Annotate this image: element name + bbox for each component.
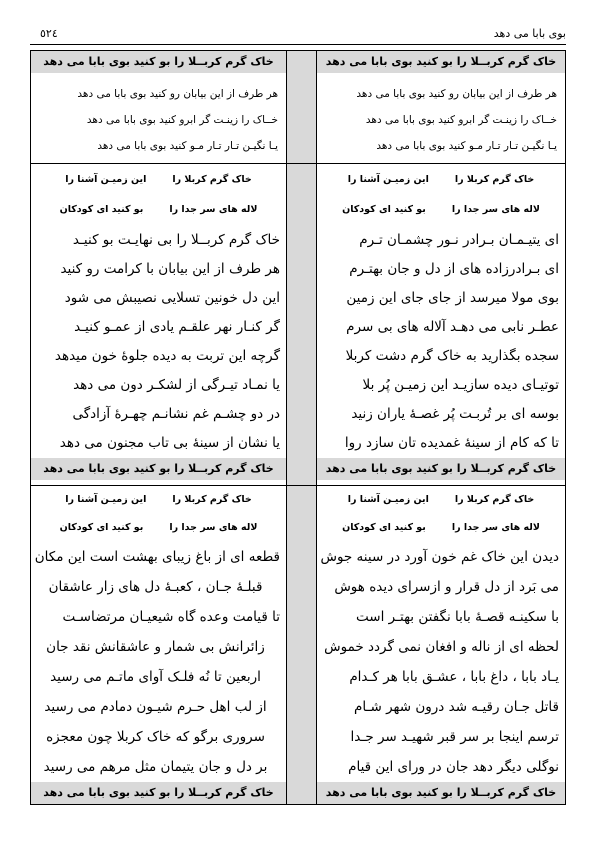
right-column xyxy=(317,51,565,804)
verse-line: این دل خونین تسلایی نصیبش می شود xyxy=(64,290,280,306)
running-title: بوی بابا می دهد xyxy=(493,27,566,40)
subheading-part: لاله های سر جدا را xyxy=(169,522,258,533)
verse-line: هر طرف از این بیابان با کرامت رو کنید xyxy=(60,261,280,277)
subheading-part: این زمیـن آشنا را xyxy=(347,494,429,505)
verse-line: دیدن این خاک غم خون آورد در سینه جوش xyxy=(320,549,559,565)
subheading xyxy=(317,517,565,539)
verse-line: سجده بگذارید به خاک گرم دشت کربلا xyxy=(345,348,559,364)
refrain-verse: یـا نگیـن تـار تـار مـو کنید بوی بابا می دهد xyxy=(97,140,278,152)
verse-line: یا نشان از سینهٔ بی تاب مجنون می دهد xyxy=(59,435,280,451)
verse-line: یـاد بابا ، داغ بابا ، عشـق بابا هر کـدام xyxy=(349,669,559,685)
subheading-part: لاله های سر جدا را xyxy=(451,522,540,533)
poem-table xyxy=(30,50,566,805)
subheading-part: بو کنید ای کودکان xyxy=(59,204,144,215)
verse-line: لحظه ای از ناله و افغان نمی گردد خموش xyxy=(324,639,559,655)
subheading-part: خاک گرم کربلا را xyxy=(454,174,535,185)
page-number: ٥٢٤ xyxy=(40,27,58,40)
subheading xyxy=(317,199,565,221)
refrain-line: خاک گرم کربــلا را بو کنید بوی بابا می دهد xyxy=(31,51,286,73)
verse-line: در دو چشـم غم نشانـم چهـرهٔ آزادگی xyxy=(72,406,280,422)
subheading-part: بو کنید ای کودکان xyxy=(342,204,426,215)
subheading-part: این زمیـن آشنا را xyxy=(65,494,147,505)
verse-line: با سکینـه قصـهٔ بابا نگفتن بهتـر است xyxy=(356,609,559,625)
subheading xyxy=(317,489,565,511)
subheading xyxy=(31,199,286,221)
subheading-part: بو کنید ای کودکان xyxy=(342,522,426,533)
verse-line: قطعه ای از باغ زیبای بهشت است این مکان xyxy=(34,549,280,565)
verse-line: ای یتیـمـان بـرادر نـور چشمـان تـرم xyxy=(359,232,559,248)
verse-line: قبلـهٔ جـان ، کعبـهٔ دل های زار عاشقان xyxy=(48,579,263,595)
verse-line: اربعین تا نُه فلـک آوای ماتـم می رسید xyxy=(50,669,261,685)
verse-line: ترسم اینجا بر سر قبر شهیـد سر جـدا xyxy=(350,729,559,745)
subheading-part: لاله های سر جدا را xyxy=(451,204,540,215)
subheading-part: این زمیـن آشنا را xyxy=(347,174,429,185)
verse-line: تا قیامت وعده گاه شیعیـان مرتضاسـت xyxy=(62,609,280,625)
verse-line: گر کنـار نهر علقـم یادی از عمـو کنیـد xyxy=(74,319,280,335)
subheading-part: خاک گرم کربلا را xyxy=(172,174,252,185)
verse-line: یا نمـاد تیـرگی از لشکـر دون می دهد xyxy=(73,377,280,393)
verse-line: بوی مولا میرسد از جای جای این زمین xyxy=(346,290,559,306)
verse-line: توتیـای دیده سازیـد این زمیـن پُر بلا xyxy=(362,377,559,393)
left-column xyxy=(31,51,286,804)
verse-line: قاتل جـان رقیـه شد درون شهر شـام xyxy=(354,699,559,715)
verse-line: عطـر نابی می دهـد آلاله های بی سرم xyxy=(346,319,559,335)
refrain-verse: خــاک را زینـت گر ابرو کنید بوی بابا می دهد xyxy=(86,114,278,126)
subheading-part: خاک گرم کربلا را xyxy=(454,494,535,505)
refrain-line: خاک گرم کربــلا را بو کنید بوی بابا می دهد xyxy=(31,782,286,804)
verse-line: بوسه ای بر تُربـت پُر غصـهٔ یاران زنید xyxy=(351,406,559,422)
refrain-verse: هر طرف از این بیابان رو کنید بوی بابا می دهد xyxy=(356,88,557,100)
subheading xyxy=(31,489,286,511)
refrain-line: خاک گرم کربــلا را بو کنید بوی بابا می دهد xyxy=(31,458,286,480)
refrain-verse: یـا نگیـن تـار تـار مـو کنید بوی بابا می دهد xyxy=(376,140,557,152)
subheading xyxy=(31,169,286,191)
running-header xyxy=(40,27,566,43)
subheading-part: خاک گرم کربلا را xyxy=(172,494,252,505)
verse-line: بر دل و جان یتیمان مثل مرهم می رسید xyxy=(43,759,268,775)
verse-line: گرچه این تربت به دیده جلوهٔ خون میدهد xyxy=(54,348,280,364)
subheading xyxy=(31,517,286,539)
refrain-verse: هر طرف از این بیابان رو کنید بوی بابا می دهد xyxy=(77,88,278,100)
verse-line: نوگلی دیگر دهد جان در ورای این قیام xyxy=(348,759,559,775)
verse-line: زائرانش بی شمار و عاشقانش نقد جان xyxy=(46,639,265,655)
subheading-part: بو کنید ای کودکان xyxy=(59,522,144,533)
verse-line: سروری برگو که خاک کربلا چون معجزه xyxy=(46,729,265,745)
subheading xyxy=(317,169,565,191)
subheading-part: لاله های سر جدا را xyxy=(169,204,258,215)
refrain-verse: خــاک را زینـت گر ابرو کنید بوی بابا می دهد xyxy=(365,114,557,126)
verse-line: ای بـرادرزاده های از دل و جان بهتـرم xyxy=(349,261,559,277)
verse-line: خاک گرم کربــلا را بی نهایـت بو کنیـد xyxy=(72,232,280,248)
refrain-line: خاک گرم کربــلا را بو کنید بوی بابا می دهد xyxy=(317,458,565,480)
refrain-line: خاک گرم کربــلا را بو کنید بوی بابا می دهد xyxy=(317,782,565,804)
subheading-part: این زمیـن آشنا را xyxy=(65,174,147,185)
verse-line: می بَرد از دل قرار و ازسرای دیده هوش xyxy=(334,579,559,595)
verse-line: تا که کام از سینهٔ غمدیده تان سازد روا xyxy=(344,435,559,451)
header-rule xyxy=(30,44,566,45)
verse-line: از لب اهل حـرم شیـون دمادم می رسید xyxy=(44,699,267,715)
refrain-line: خاک گرم کربــلا را بو کنید بوی بابا می دهد xyxy=(317,51,565,73)
